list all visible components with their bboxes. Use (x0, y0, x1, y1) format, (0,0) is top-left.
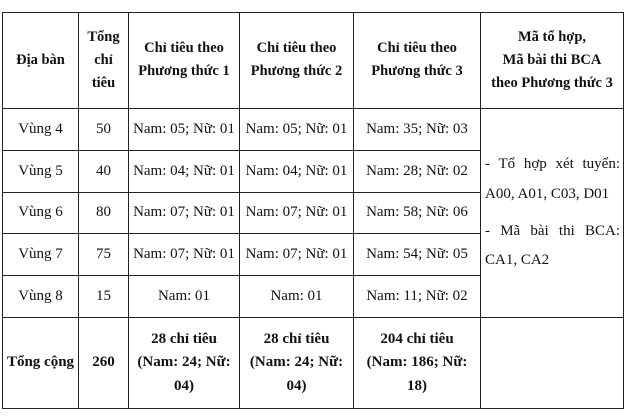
cell-area: Vùng 5 (3, 150, 79, 192)
cell-method-3: Nam: 58; Nữ: 06 (354, 192, 481, 234)
cell-area: Vùng 6 (3, 192, 79, 234)
totals-method-1: 28 chỉ tiêu (Nam: 24; Nữ: 04) (129, 318, 240, 409)
totals-label: Tổng cộng (3, 318, 79, 409)
totals-method-2: 28 chỉ tiêu (Nam: 24; Nữ: 04) (240, 318, 354, 409)
notes-line: - Tổ hợp xét tuyển: (485, 156, 620, 173)
totals-method-3: 204 chỉ tiêu (Nam: 186; Nữ: 18) (354, 318, 481, 409)
totals-row (3, 318, 624, 409)
cell-method-1: Nam: 07; Nữ: 01 (129, 234, 240, 276)
cell-method-2: Nam: 05; Nữ: 01 (240, 108, 354, 150)
notes-line: - Mã bài thi BCA: (485, 222, 620, 239)
cell-method-1: Nam: 05; Nữ: 01 (129, 108, 240, 150)
cell-method-3: Nam: 28; Nữ: 02 (354, 150, 481, 192)
cell-method-1: Nam: 07; Nữ: 01 (129, 192, 240, 234)
header-combo-codes: Mã tổ hợp, Mã bài thi BCA theo Phương thức 3 (481, 13, 624, 109)
header-method-2: Chỉ tiêu theo Phương thức 2 (240, 13, 354, 109)
cell-total: 50 (79, 108, 129, 150)
notes-line: CA1, CA2 (485, 252, 550, 269)
header-area: Địa bàn (3, 13, 79, 109)
header-row (3, 13, 624, 109)
cell-total: 15 (79, 276, 129, 318)
cell-area: Vùng 8 (3, 276, 79, 318)
cell-method-3: Nam: 54; Nữ: 05 (354, 234, 481, 276)
header-total-quota: Tổng chỉ tiêu (79, 13, 129, 109)
combo-codes-notes (481, 108, 624, 317)
header-method-3: Chỉ tiêu theo Phương thức 3 (354, 13, 481, 109)
quota-table (2, 12, 624, 409)
cell-total: 80 (79, 192, 129, 234)
cell-total: 40 (79, 150, 129, 192)
totals-total: 260 (79, 318, 129, 409)
cell-area: Vùng 4 (3, 108, 79, 150)
cell-method-2: Nam: 07; Nữ: 01 (240, 234, 354, 276)
cell-method-3: Nam: 11; Nữ: 02 (354, 276, 481, 318)
cell-method-1: Nam: 04; Nữ: 01 (129, 150, 240, 192)
totals-empty-cell (481, 318, 624, 409)
cell-method-2: Nam: 01 (240, 276, 354, 318)
table-row (3, 108, 624, 150)
notes-line: A00, A01, C03, D01 (485, 185, 610, 202)
cell-method-2: Nam: 04; Nữ: 01 (240, 150, 354, 192)
cell-method-1: Nam: 01 (129, 276, 240, 318)
cell-area: Vùng 7 (3, 234, 79, 276)
cell-total: 75 (79, 234, 129, 276)
cell-method-3: Nam: 35; Nữ: 03 (354, 108, 481, 150)
cell-method-2: Nam: 07; Nữ: 01 (240, 192, 354, 234)
header-method-1: Chỉ tiêu theo Phương thức 1 (129, 13, 240, 109)
